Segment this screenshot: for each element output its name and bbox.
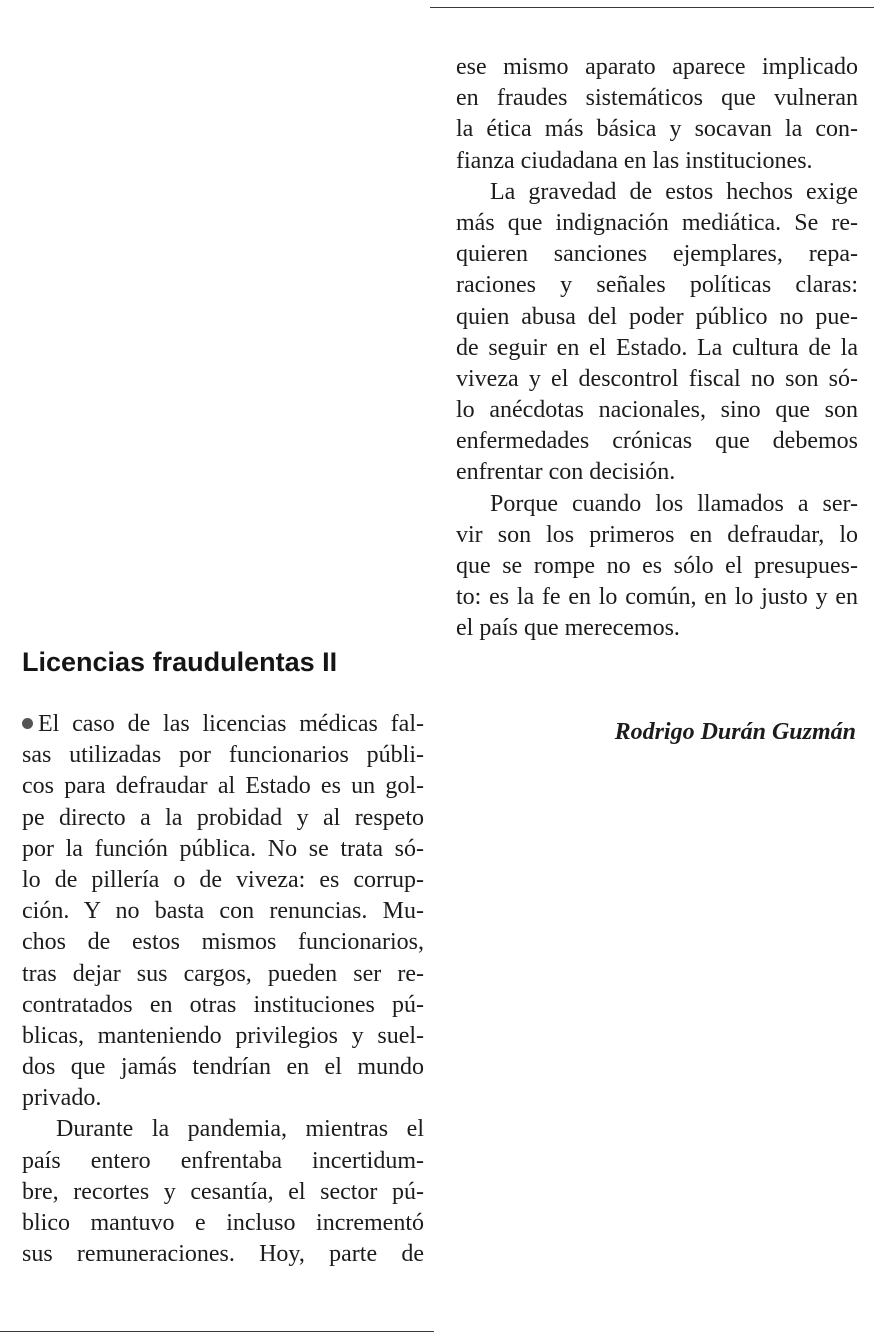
text-line: sus remuneraciones. Hoy, parte de	[22, 1241, 424, 1268]
text-line: que se rompe no es sólo el presupues-	[456, 553, 858, 579]
text-line: lo anécdotas nacionales, sino que son	[456, 397, 858, 424]
text-line: blicas, manteniendo privilegios y suel-	[22, 1022, 424, 1049]
text-line: Porque cuando los llamados a ser-	[490, 490, 858, 517]
text-line: país entero enfrentaba incertidum-	[22, 1147, 424, 1174]
text-line: fianza ciudadana en las instituciones.	[456, 147, 813, 174]
text-line: blico mantuvo e incluso incrementó	[22, 1210, 424, 1236]
author-signature: Rodrigo Durán Guzmán	[614, 719, 856, 745]
text-line: viveza y el descontrol fiscal no son só-	[456, 365, 858, 392]
text-line: vir son los primeros en defraudar, lo	[456, 521, 858, 548]
text-line: tras dejar sus cargos, pueden ser re-	[22, 960, 424, 987]
text-line: la ética más básica y socavan la con-	[456, 116, 858, 143]
text-line: ese mismo aparato aparece implicado	[456, 54, 858, 80]
text-line: contratados en otras instituciones pú-	[22, 991, 424, 1018]
text-line: ción. Y no basta con renuncias. Mu-	[22, 898, 424, 925]
text-line: quien abusa del poder público no pue-	[456, 303, 858, 330]
text-line: quieren sanciones ejemplares, repa-	[456, 241, 858, 268]
text-line: La gravedad de estos hechos exige	[490, 178, 858, 205]
text-line: enfermedades crónicas que debemos	[456, 428, 858, 455]
text-line: dos que jamás tendrían en el mundo	[22, 1054, 424, 1081]
text-line: bre, recortes y cesantía, el sector pú-	[22, 1178, 424, 1205]
text-line: en fraudes sistemáticos que vulneran	[456, 85, 858, 112]
top-column-rule	[430, 7, 874, 8]
text-line: Durante la pandemia, mientras el	[56, 1116, 424, 1143]
text-line: privado.	[22, 1085, 102, 1112]
text-line: El caso de las licencias médicas fal-	[22, 709, 424, 740]
text-line: de seguir en el Estado. La cultura de la	[456, 334, 858, 361]
right-text-column	[456, 52, 858, 645]
letter-title: Licencias fraudulentas II	[22, 647, 338, 677]
bottom-column-rule	[0, 1331, 434, 1332]
text-line: chos de estos mismos funcionarios,	[22, 929, 424, 956]
text-line: por la función pública. No se trata só-	[22, 835, 424, 862]
text-line: enfrentar con decisión.	[456, 459, 676, 486]
bullet-icon	[22, 718, 33, 729]
text-line: to: es la fe en lo común, en lo justo y en	[456, 584, 858, 611]
text-line: lo de pillería o de viveza: es corrup-	[22, 866, 424, 893]
text-line: raciones y señales políticas claras:	[456, 272, 858, 299]
text-line: sas utilizadas por funcionarios públi-	[22, 742, 424, 769]
text-line: cos para defraudar al Estado es un gol-	[22, 773, 424, 800]
text-line: pe directo a la probidad y al respeto	[22, 804, 424, 831]
text-line: el país que merecemos.	[456, 615, 680, 642]
left-text-column	[22, 709, 424, 1270]
text-line: más que indignación mediática. Se re-	[456, 209, 858, 236]
